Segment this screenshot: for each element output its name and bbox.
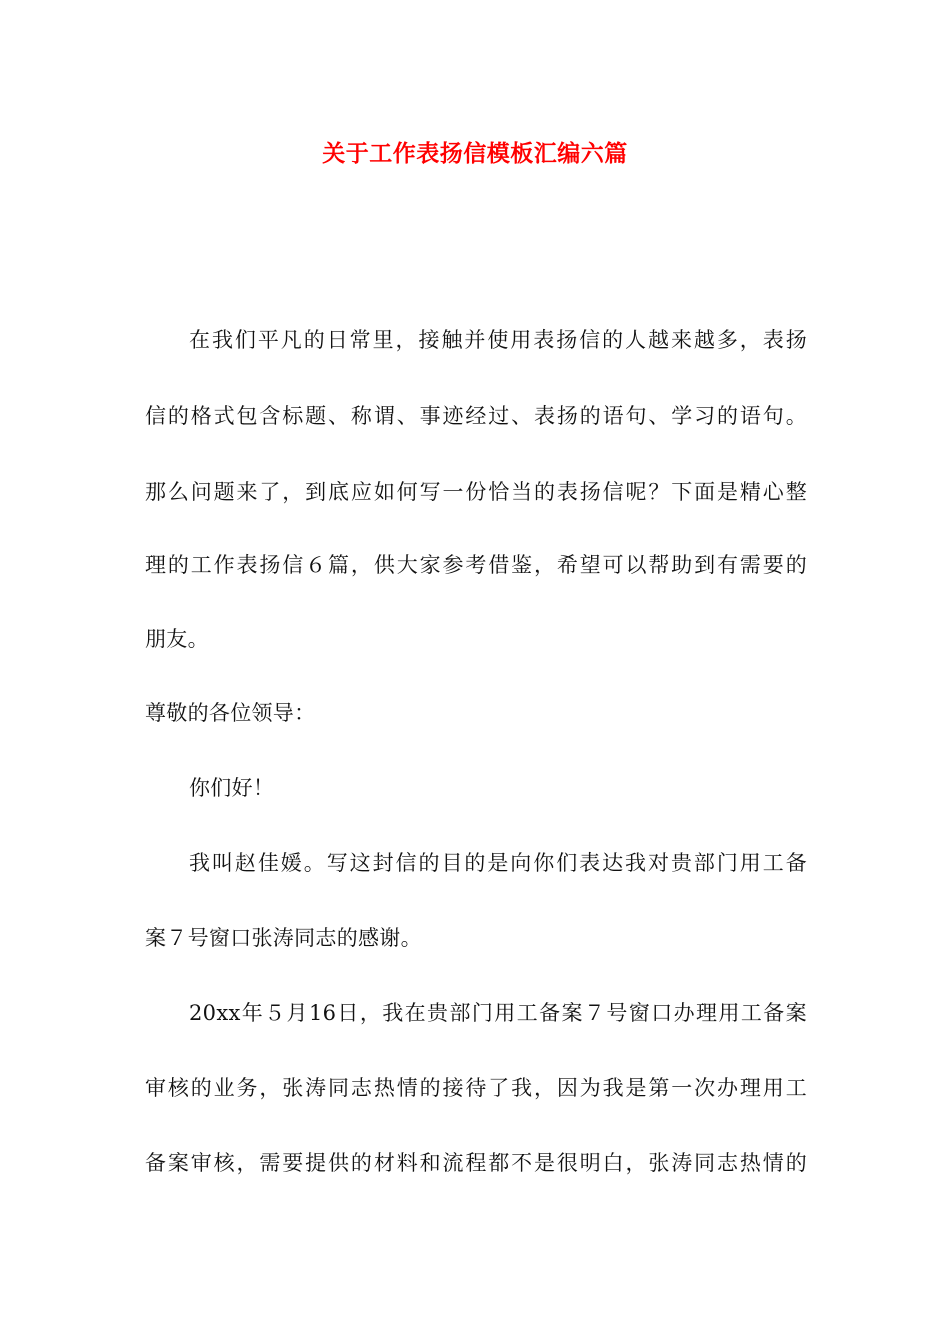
- paragraph-line: 朋友。: [145, 627, 209, 651]
- document-title: 关于工作表扬信模板汇编六篇: [322, 141, 628, 167]
- paragraph-line: 审核的业务，张涛同志热情的接待了我，因为我是第一次办理用工: [145, 1076, 807, 1100]
- paragraph-line: 信的格式包含标题、称谓、事迹经过、表扬的语句、学习的语句。: [145, 404, 807, 428]
- salutation: 尊敬的各位领导：: [145, 701, 316, 725]
- paragraph-line: 在我们平凡的日常里，接触并使用表扬信的人越来越多，表扬: [189, 328, 807, 352]
- greeting: 你们好！: [189, 776, 275, 800]
- paragraph-line: 备案审核，需要提供的材料和流程都不是很明白，张涛同志热情的: [145, 1151, 807, 1175]
- paragraph-line: 20xx年５月16日，我在贵部门用工备案７号窗口办理用工备案: [189, 1001, 807, 1025]
- paragraph-line: 我叫赵佳媛。写这封信的目的是向你们表达我对贵部门用工备: [189, 851, 807, 875]
- paragraph-line: 案７号窗口张涛同志的感谢。: [145, 926, 422, 950]
- paragraph-line: 那么问题来了，到底应如何写一份恰当的表扬信呢？下面是精心整: [145, 480, 807, 504]
- paragraph-line: 理的工作表扬信６篇，供大家参考借鉴，希望可以帮助到有需要的: [145, 553, 807, 577]
